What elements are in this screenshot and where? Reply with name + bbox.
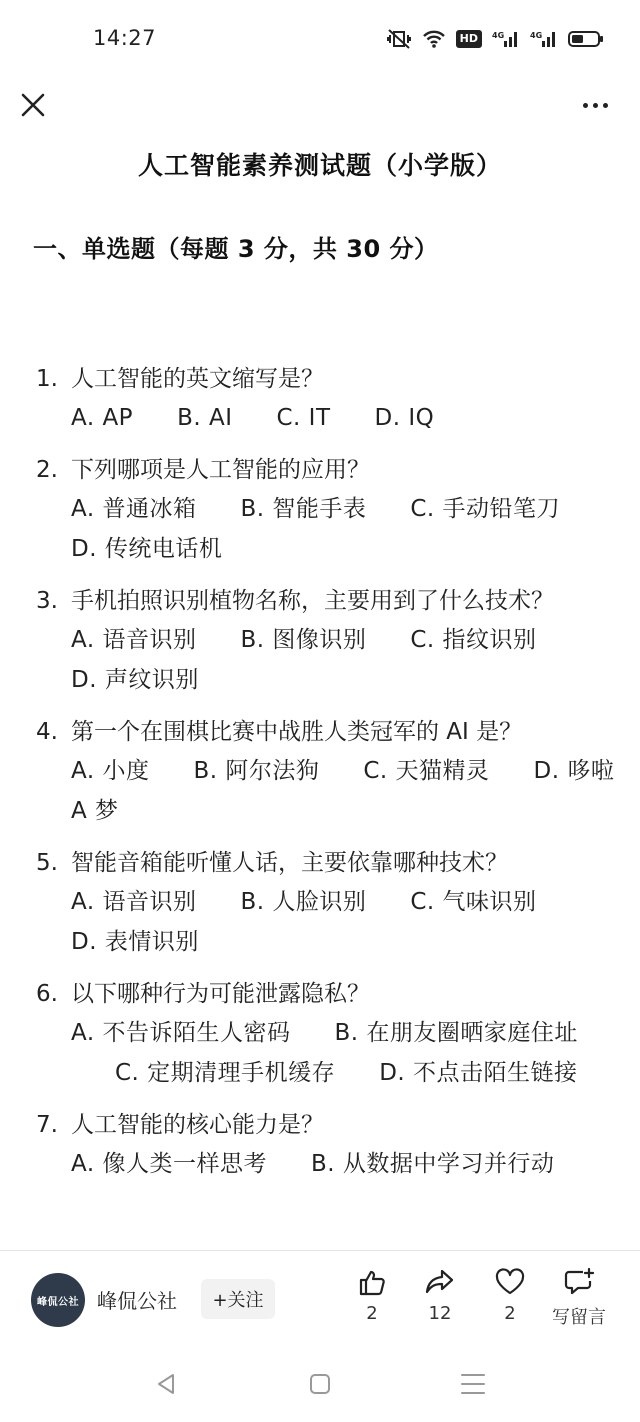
question-number: 7. (36, 1111, 58, 1138)
share-icon (424, 1267, 456, 1297)
question-number: 4. (36, 718, 58, 745)
question-options (36, 620, 616, 701)
question-options (36, 1144, 616, 1185)
top-bar (0, 80, 640, 132)
heart-icon (494, 1267, 526, 1297)
option-b: B. 智能手表 (240, 495, 367, 522)
back-triangle-icon (154, 1372, 178, 1396)
system-nav-bar (0, 1338, 640, 1422)
question-4 (36, 715, 616, 832)
like-button[interactable] (342, 1267, 402, 1324)
option-a: A. 语音识别 (71, 888, 197, 915)
signal-icon-1 (492, 29, 520, 49)
question-number: 2. (36, 456, 58, 483)
option-a: A. 语音识别 (71, 626, 197, 653)
question-options (36, 398, 616, 439)
option-c: C. 定期清理手机缓存 (115, 1060, 336, 1086)
article-content[interactable] (0, 132, 640, 1250)
option-b: B. 在朋友圈晒家庭住址 (334, 1019, 578, 1046)
question-number: 3. (36, 587, 58, 614)
option-c: C. 气味识别 (410, 888, 537, 915)
option-a: A. 像人类一样思考 (71, 1150, 267, 1177)
comment-add-icon (563, 1267, 595, 1297)
question-number: 5. (36, 849, 58, 876)
close-button[interactable] (16, 88, 50, 122)
question-options (36, 882, 616, 963)
avatar-text: 峰侃公社 (37, 1296, 79, 1308)
question-2 (36, 453, 616, 570)
author-avatar[interactable] (31, 1273, 85, 1327)
question-options (36, 1013, 616, 1094)
option-b: B. 图像识别 (240, 626, 367, 653)
question-6 (36, 977, 616, 1094)
question-text: 人工智能的核心能力是？ (71, 1111, 324, 1138)
nav-back-button[interactable] (150, 1368, 182, 1400)
option-b: B. AI (177, 405, 233, 431)
option-a: A. AP (71, 405, 134, 431)
share-button[interactable] (410, 1267, 470, 1324)
question-text: 第一个在围棋比赛中战胜人类冠军的 AI 是？ (71, 718, 523, 745)
favorite-button[interactable] (480, 1267, 540, 1324)
document-title: 人工智能素养测试题（小学版） (137, 151, 502, 180)
question-text: 手机拍照识别植物名称，主要用到了什么技术？ (71, 587, 554, 614)
bottom-action-bar (0, 1250, 640, 1338)
question-number: 1. (36, 366, 58, 392)
option-a: A. 小度 (71, 757, 150, 784)
status-bar (0, 0, 640, 80)
question-7 (36, 1108, 616, 1185)
option-b: B. 从数据中学习并行动 (310, 1150, 555, 1177)
question-number: 6. (36, 980, 58, 1007)
nav-home-button[interactable] (304, 1368, 336, 1400)
more-icon (583, 103, 608, 108)
status-icons (386, 28, 604, 50)
option-b: B. 人脸识别 (240, 888, 367, 915)
menu-lines-icon (460, 1372, 486, 1396)
question-5 (36, 846, 616, 963)
signal-icon-2 (530, 29, 558, 49)
svg-text:4G: 4G (530, 31, 543, 40)
question-text: 智能音箱能听懂人话，主要依靠哪种技术？ (71, 849, 508, 876)
section-title: 一、单选题（每题 3 分，共 30 分） (33, 235, 439, 263)
wifi-icon (422, 29, 446, 49)
option-b: B. 阿尔法狗 (193, 757, 320, 784)
more-options-button[interactable] (578, 88, 612, 122)
thumbs-up-icon (357, 1267, 387, 1297)
option-d: D. IQ (374, 405, 435, 431)
option-a: A. 不告诉陌生人密码 (71, 1019, 291, 1046)
question-1 (36, 362, 616, 439)
option-c: C. 天猫精灵 (363, 757, 490, 784)
option-d: D. 传统电话机 (71, 536, 223, 562)
home-square-icon (308, 1372, 332, 1396)
nav-recents-button[interactable] (457, 1368, 489, 1400)
write-comment-label: 写留言 (552, 1307, 606, 1328)
question-3 (36, 584, 616, 701)
mute-vibrate-icon (386, 28, 412, 50)
question-options (36, 489, 616, 570)
option-d: D. 哆啦 A 梦 (71, 757, 615, 824)
option-d: D. 声纹识别 (71, 667, 199, 693)
option-c: C. 指纹识别 (410, 626, 537, 653)
option-a: A. 普通冰箱 (71, 495, 197, 522)
question-list (36, 362, 616, 1198)
share-count: 12 (428, 1303, 452, 1324)
option-c: C. IT (276, 405, 331, 431)
question-text: 以下哪种行为可能泄露隐私？ (71, 980, 370, 1007)
favorite-count: 2 (504, 1303, 516, 1324)
follow-button[interactable]: +关注 (201, 1279, 275, 1319)
option-c: C. 手动铅笔刀 (410, 495, 561, 522)
like-count: 2 (366, 1303, 378, 1324)
hd-badge: HD (456, 30, 482, 48)
question-options (36, 751, 616, 832)
option-d: D. 不点击陌生链接 (379, 1060, 578, 1086)
option-d: D. 表情识别 (71, 929, 199, 955)
close-icon (20, 92, 46, 118)
question-text: 人工智能的英文缩写是？ (71, 366, 324, 392)
question-text: 下列哪项是人工智能的应用？ (71, 456, 370, 483)
author-name[interactable]: 峰侃公社 (97, 1289, 177, 1313)
battery-icon (568, 29, 604, 49)
write-comment-button[interactable] (544, 1267, 614, 1329)
status-time: 14:27 (93, 26, 157, 50)
svg-text:4G: 4G (492, 31, 505, 40)
